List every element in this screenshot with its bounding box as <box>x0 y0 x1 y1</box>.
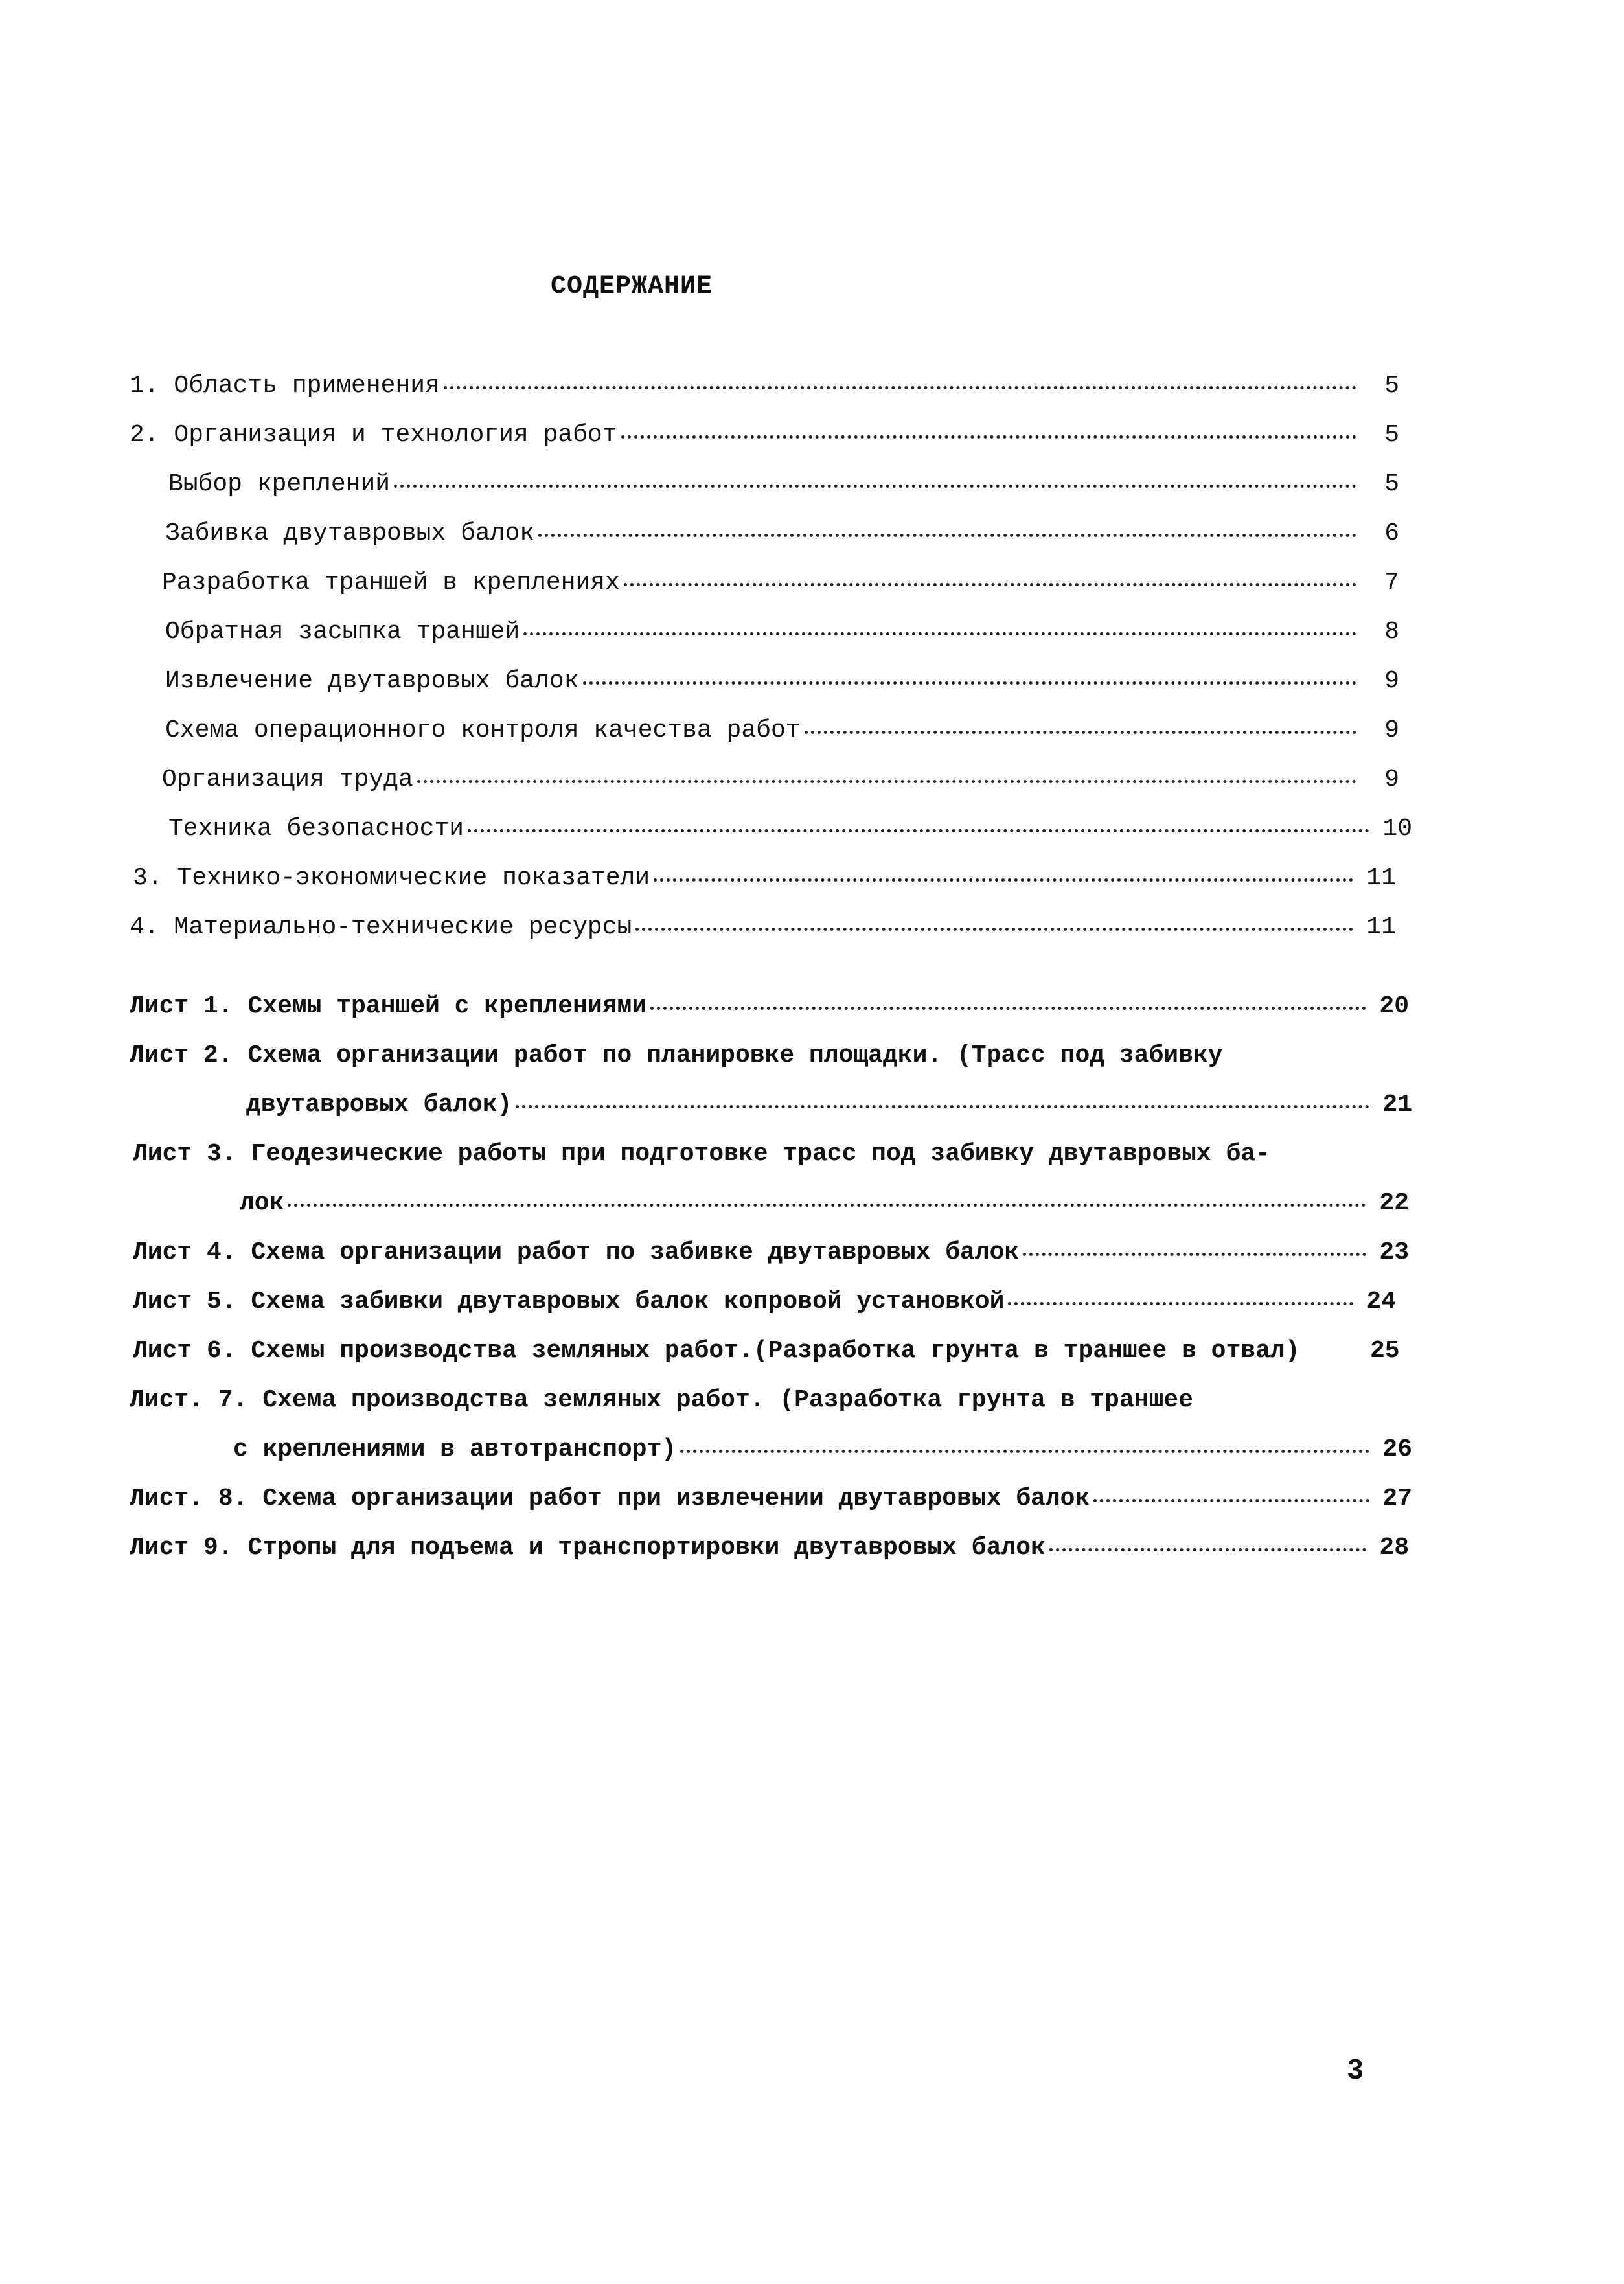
sheet-entry-label: Лист 1. Схемы траншей с креплениями <box>130 992 647 1020</box>
sheet-entry-page: 21 <box>1382 1091 1412 1119</box>
page-number: 3 <box>1347 2053 1364 2085</box>
toc-entry-label: 4. Материально-технические ресурсы <box>130 913 632 941</box>
leader-dots <box>1093 1499 1369 1502</box>
leader-dots <box>523 632 1356 635</box>
toc-entry-label: Схема операционного контроля качества работ <box>165 716 801 744</box>
sheet-entry <box>233 1434 1412 1465</box>
toc-entry-page: 8 <box>1384 618 1399 646</box>
sheet-entry <box>130 1533 1409 1564</box>
sheet-entry-page: 26 <box>1382 1435 1412 1463</box>
toc-entry <box>162 567 1399 599</box>
sheet-entry-label: лок <box>240 1189 284 1217</box>
leader-dots <box>468 829 1369 832</box>
toc-entry-label: 2. Организация и технология работ <box>130 421 617 449</box>
toc-entry-label: Организация труда <box>162 766 413 794</box>
sheet-entry <box>246 1090 1412 1121</box>
sheet-entry <box>133 1286 1396 1318</box>
toc-entry-label: Забивка двутавровых балок <box>165 520 535 547</box>
toc-entry-label: 1. Область применения <box>130 372 440 400</box>
sheet-entry-page: 22 <box>1379 1189 1409 1217</box>
toc-entry-page: 7 <box>1384 569 1399 597</box>
toc-entry-page: 6 <box>1384 520 1399 547</box>
leader-dots <box>583 681 1356 685</box>
toc-entry <box>168 469 1399 500</box>
sheet-entry-page: 24 <box>1366 1288 1396 1316</box>
toc-entry-page: 5 <box>1384 470 1399 498</box>
toc-entry-page: 11 <box>1366 913 1396 941</box>
toc-entry-page: 11 <box>1366 864 1396 892</box>
sheet-entry-label: Лист 9. Стропы для подъема и транспортировки двутавровых балок <box>130 1534 1046 1562</box>
leader-dots <box>516 1105 1369 1108</box>
toc-entry <box>165 715 1399 746</box>
leader-dots <box>654 878 1353 882</box>
leader-dots <box>538 534 1356 537</box>
sheet-entry-page: 28 <box>1379 1534 1409 1562</box>
toc-entry-label: Извлечение двутавровых балок <box>165 667 579 695</box>
toc-entry <box>130 912 1396 943</box>
leader-dots <box>680 1450 1369 1453</box>
leader-dots <box>1049 1548 1366 1551</box>
toc-entry <box>165 617 1399 648</box>
toc-entry-page: 9 <box>1384 716 1399 744</box>
sheet-entry-line: Лист 3. Геодезические работы при подготовке трасс под забивку двутавровых ба- <box>133 1140 1270 1168</box>
toc-entry <box>133 863 1396 894</box>
leader-dots <box>805 731 1356 734</box>
toc-entry-page: 10 <box>1382 815 1412 843</box>
sheet-entry <box>133 1237 1409 1268</box>
leader-dots <box>288 1204 1366 1207</box>
sheet-entry-line: Лист 2. Схема организации работ по планировке площадки. (Трасс под забивку <box>130 1042 1223 1069</box>
sheet-entry-page: 25 <box>1370 1337 1400 1365</box>
toc-entry <box>165 518 1399 549</box>
leader-dots <box>444 386 1356 389</box>
toc-entry-label: 3. Технико-экономические показатели <box>133 864 650 892</box>
toc-entry <box>168 814 1412 845</box>
sheet-entry-page: 27 <box>1382 1485 1412 1513</box>
leader-dots <box>1023 1253 1366 1256</box>
sheet-entry-label: двутавровых балок) <box>246 1091 512 1119</box>
toc-entry-page: 5 <box>1384 372 1399 400</box>
toc-entry <box>162 764 1399 795</box>
toc-entry-label: Обратная засыпка траншей <box>165 618 520 646</box>
sheet-entry-label: Лист 5. Схема забивки двутавровых балок копровой установкой <box>133 1288 1005 1316</box>
sheet-entry-page: 23 <box>1379 1239 1409 1266</box>
sheet-entry <box>130 1483 1412 1514</box>
toc-entry-label: Выбор креплений <box>168 470 391 498</box>
sheet-entry-line: Лист. 7. Схема производства земляных работ. (Разработка грунта в траншее <box>130 1386 1193 1414</box>
sheet-entry-line: Лист 6. Схемы производства земляных работ.(Разработка грунта в траншее в отвал) <box>133 1337 1300 1365</box>
toc-entry-label: Техника безопасности <box>168 815 464 843</box>
sheet-entry-label: Лист 4. Схема организации работ по забивке двутавровых балок <box>133 1239 1020 1266</box>
sheet-entry <box>240 1188 1409 1219</box>
sheet-entry-label: с креплениями в автотранспорт) <box>233 1435 677 1463</box>
leader-dots <box>624 583 1356 586</box>
sheet-entry-label: Лист. 8. Схема организации работ при извлечении двутавровых балок <box>130 1485 1090 1513</box>
toc-entry <box>165 666 1399 697</box>
leader-dots <box>621 435 1356 439</box>
toc-entry-page: 5 <box>1384 421 1399 449</box>
leader-dots <box>1008 1302 1353 1305</box>
toc-entry-page: 9 <box>1384 766 1399 794</box>
leader-dots <box>417 780 1356 783</box>
sheet-entry-page: 20 <box>1379 992 1409 1020</box>
toc-entry <box>130 371 1399 402</box>
toc-entry <box>130 420 1399 451</box>
toc-entry-page: 9 <box>1384 667 1399 695</box>
leader-dots <box>635 928 1353 931</box>
sheet-entry <box>130 991 1409 1022</box>
leader-dots <box>650 1007 1366 1010</box>
page-title: СОДЕРЖАНИЕ <box>550 272 713 301</box>
toc-entry-label: Разработка траншей в креплениях <box>162 569 620 597</box>
leader-dots <box>394 485 1356 488</box>
